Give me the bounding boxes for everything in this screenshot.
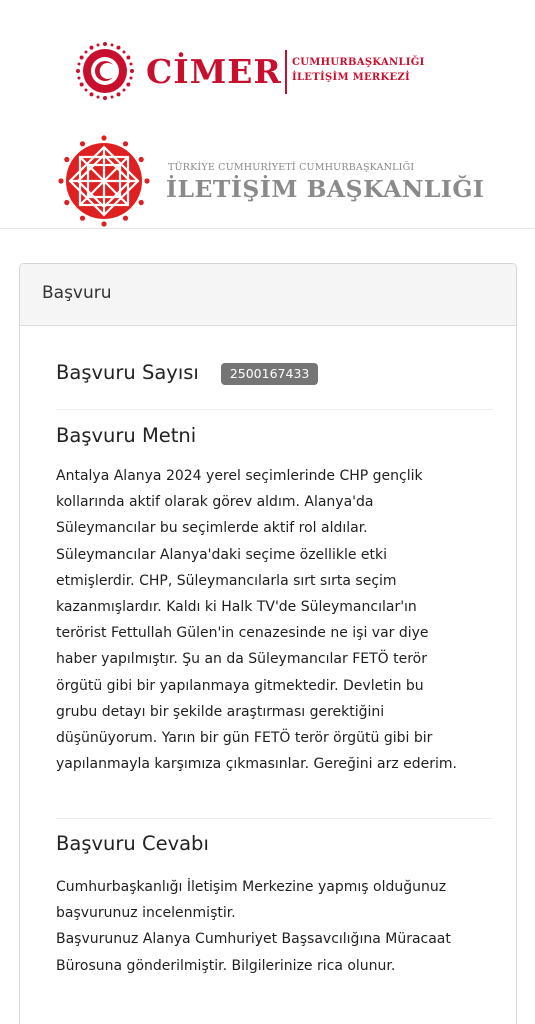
card-body (20, 326, 516, 979)
iletisim-main-title: İLETİŞİM BAŞKANLIĞI (166, 175, 485, 203)
application-reply-title: Başvuru Cevabı (56, 832, 209, 855)
application-reply-line: başvurunuz incelenmiştir. (56, 905, 236, 922)
application-text-line: etmişlerdir. CHP, Süleymancılarla sırt sırta seçim (56, 572, 397, 589)
application-text-line: grubu detayı bir şekilde araştırması gerektiğini (56, 703, 385, 720)
cimer-subtitle (292, 55, 492, 85)
application-reply-line: Bürosuna gönderilmiştir. Bilgilerinize rica olunur. (56, 957, 396, 974)
application-text-line: kollarında aktif olarak görev aldım. Alanya'da (56, 494, 374, 511)
cimer-divider (285, 50, 287, 94)
application-text-line: yapılanmayla karşımıza çıkmasınlar. Gereğini arz ederim. (56, 756, 457, 773)
application-reply-line: Cumhurbaşkanlığı İletişim Merkezine yapmış olduğunuz (56, 879, 447, 895)
application-number-badge: 2500167433 (221, 363, 319, 385)
application-text-line: Süleymancılar bu seçimlerde aktif rol aldılar. (56, 520, 368, 537)
card-title: Başvuru (42, 283, 112, 303)
cimer-title: CİMER (146, 52, 282, 91)
application-text-line: kazanmışlardır. Kaldı ki Halk TV'de Süleymancılar'ın (56, 599, 417, 616)
application-reply-section (56, 819, 493, 979)
application-text-line: düşünüyorum. Yarın bir gün FETÖ terör örgütü gibi bir (56, 730, 433, 747)
application-number-label: Başvuru Sayısı (56, 361, 199, 384)
application-number-row (56, 326, 493, 410)
iletisim-logo (58, 135, 498, 225)
iletisim-emblem-icon (58, 135, 150, 227)
application-reply-body (56, 874, 493, 979)
application-text-line: Antalya Alanya 2024 yerel seçimlerinde CHP gençlik (56, 468, 423, 484)
card-header (20, 264, 516, 326)
header-divider (0, 228, 535, 229)
cimer-subtitle-line1: CUMHURBAŞKANLIĞI (292, 57, 425, 68)
cimer-emblem-icon (74, 40, 136, 102)
application-reply-line: Başvurunuz Alanya Cumhuriyet Başsavcılığına Müracaat (56, 931, 451, 948)
application-text-line: örgütü gibi bir yapılanmaya gitmektedir. Devletin bu (56, 677, 424, 694)
application-text-title: Başvuru Metni (56, 424, 197, 447)
application-text-body (56, 463, 493, 777)
application-text-line: Süleymancılar Alanya'daki seçime özellikle etki (56, 546, 387, 563)
application-card (19, 263, 517, 1024)
iletisim-top-line: TÜRKİYE CUMHURİYETİ CUMHURBAŞKANLIĞI (168, 162, 415, 173)
application-text-line: terörist Fettullah Gülen'in cenazesinde ne işi var diye (56, 625, 429, 642)
cimer-subtitle-line2: İLETİŞİM MERKEZİ (292, 72, 410, 83)
cimer-logo (74, 40, 474, 104)
application-text-section (56, 410, 493, 819)
application-text-line: haber yapılmıştır. Şu an da Süleymancılar FETÖ terör (56, 651, 427, 668)
